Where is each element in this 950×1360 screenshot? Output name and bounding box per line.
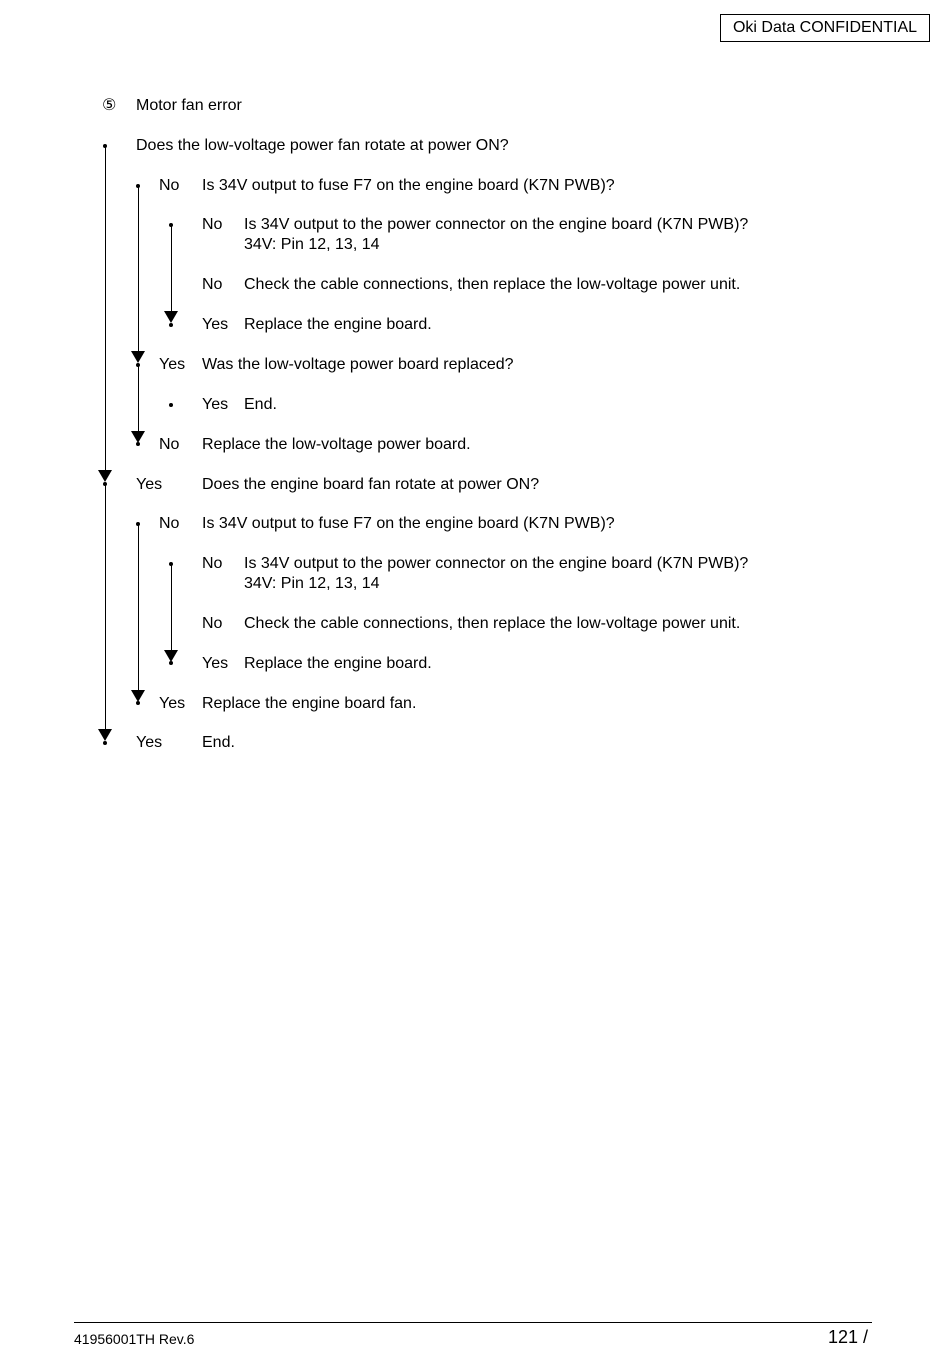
answer-label: Yes	[136, 476, 163, 493]
step-text: Replace the engine board.	[244, 655, 432, 672]
answer-label: Yes	[159, 695, 186, 712]
bullet-dot	[169, 562, 173, 566]
confidential-label: Oki Data CONFIDENTIAL	[720, 14, 930, 42]
bullet-dot	[169, 323, 173, 327]
step-text: Is 34V output to the power connector on the engine board (K7N PWB)?	[244, 555, 749, 572]
step-text: Is 34V output to the power connector on the engine board (K7N PWB)?	[244, 216, 749, 233]
step-text: Replace the engine board fan.	[202, 695, 417, 712]
connector-line-level3	[171, 225, 172, 311]
step-text: Check the cable connections, then replace the low-voltage power unit.	[244, 276, 741, 293]
step-text: Does the engine board fan rotate at power ON?	[202, 476, 540, 493]
answer-label: Yes	[202, 396, 229, 413]
arrow-down-icon	[98, 729, 112, 741]
answer-label: No	[202, 555, 223, 572]
page-number: 121 /	[828, 1327, 869, 1347]
connector-line-level2	[138, 186, 139, 351]
answer-label: Yes	[136, 734, 163, 751]
step-text: End.	[244, 396, 277, 413]
bullet-dot	[136, 442, 140, 446]
answer-label: Yes	[202, 316, 229, 333]
section-title: Motor fan error	[136, 97, 242, 114]
answer-label: No	[202, 276, 223, 293]
connector-line-level1	[105, 484, 106, 729]
bullet-dot	[136, 522, 140, 526]
step-text: Is 34V output to fuse F7 on the engine board (K7N PWB)?	[202, 177, 615, 194]
connector-line-level3	[171, 563, 172, 650]
connector-line-level2	[138, 364, 139, 431]
answer-label: Yes	[202, 655, 229, 672]
bullet-dot	[103, 144, 107, 148]
step-text: Replace the low-voltage power board.	[202, 436, 471, 453]
step-text: Replace the engine board.	[244, 316, 432, 333]
answer-label: No	[159, 177, 180, 194]
step-text: Check the cable connections, then replace the low-voltage power unit.	[244, 615, 741, 632]
answer-label: No	[202, 216, 223, 233]
section-number: ⑤	[102, 97, 117, 114]
step-text: End.	[202, 734, 235, 751]
arrow-down-icon	[131, 351, 145, 363]
step-text: Is 34V output to fuse F7 on the engine board (K7N PWB)?	[202, 515, 615, 532]
bullet-dot	[103, 741, 107, 745]
bullet-dot	[169, 223, 173, 227]
bullet-dot	[169, 403, 173, 407]
answer-label: No	[159, 436, 180, 453]
document-number: 41956001TH Rev.6	[74, 1331, 195, 1347]
answer-label: No	[159, 515, 180, 532]
question-fan-rotate: Does the low-voltage power fan rotate at power ON?	[136, 137, 509, 154]
step-text: Was the low-voltage power board replaced?	[202, 356, 514, 373]
bullet-dot	[103, 482, 107, 486]
bullet-dot	[136, 701, 140, 705]
arrow-down-icon	[98, 470, 112, 482]
footer-divider	[74, 1322, 872, 1323]
step-subtext: 34V: Pin 12, 13, 14	[244, 575, 380, 592]
answer-label: Yes	[159, 356, 186, 373]
bullet-dot	[136, 184, 140, 188]
connector-line-level1	[105, 146, 106, 470]
answer-label: No	[202, 615, 223, 632]
bullet-dot	[136, 363, 140, 367]
bullet-dot	[169, 661, 173, 665]
step-subtext: 34V: Pin 12, 13, 14	[244, 236, 380, 253]
arrow-down-icon	[164, 311, 178, 323]
connector-line-level2	[138, 524, 139, 690]
